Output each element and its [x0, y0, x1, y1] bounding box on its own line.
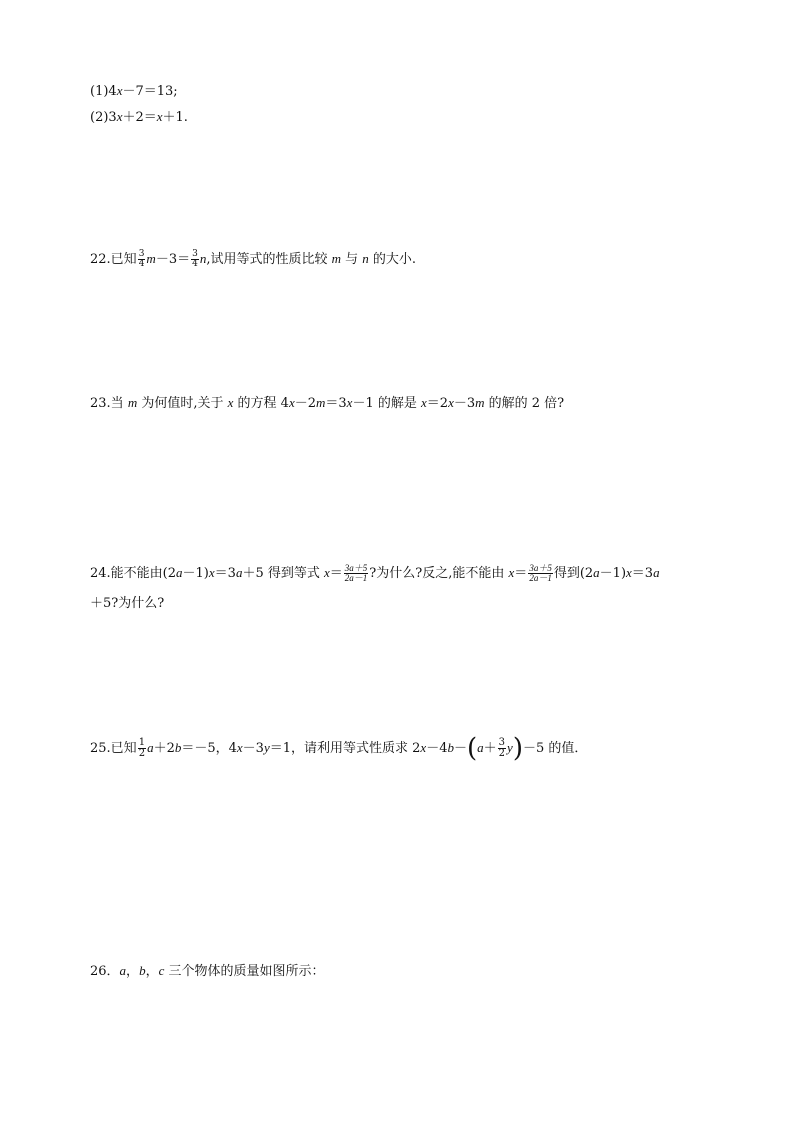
q21-part2: (2)3x＋2＝x＋1.: [90, 109, 188, 125]
fraction: $\frac{3a+5}{2a-1}$: [529, 563, 552, 583]
q21-part1: (1)4x－7＝13;: [90, 83, 178, 99]
question-22: 22.已知 $\frac{3}{4}$ m－3＝ $\frac{3}{4}$ n,试用等式的性质比较 m 与 n 的大小.: [90, 249, 417, 269]
question-26: 26．a，b，c 三个物体的质量如图所示：: [90, 963, 325, 979]
fraction: $\frac{1}{2}$: [138, 737, 146, 759]
question-24-line1: 24.能不能由(2a－1)x＝3a＋5 得到等式 x＝ $\frac{3a+5}{2a-1}$ ?为什么?反之,能不能由 x＝ $\frac{3a+5}{2a-1}$ 得到(2a－1)x＝3a: [90, 563, 660, 583]
fraction: $\frac{3a+5}{2a-1}$: [344, 563, 368, 583]
fraction: $\frac{3}{2}$: [498, 737, 506, 759]
question-24-line2: ＋5?为什么?: [90, 596, 165, 611]
fraction: $\frac{3}{4}$: [192, 249, 198, 269]
question-23: 23.当 m 为何值时,关于 x 的方程 4x－2m＝3x－1 的解是 x＝2x－3m 的解的 2 倍?: [90, 395, 565, 411]
question-25: 25.已知 $\frac{1}{2}$ a＋2b＝－5，4x－3y＝1，请利用等式性质求 2x－4b－(a＋ $\frac{3}{2}$ y)－5 的值．: [90, 733, 588, 764]
fraction: $\frac{3}{4}$: [138, 249, 145, 269]
